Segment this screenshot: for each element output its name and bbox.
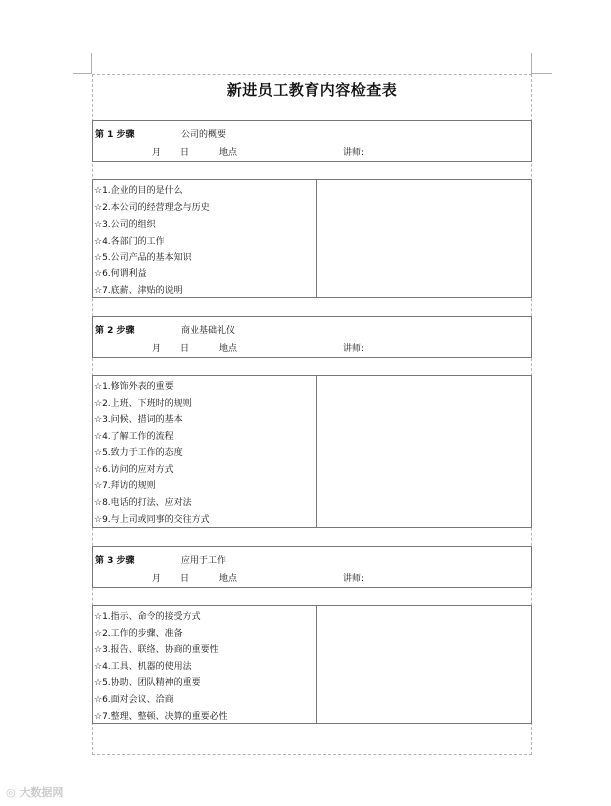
step-1-header [92,120,532,162]
page-title: 新进员工教育内容检查表 [226,81,398,99]
checklist-item: ☆2.上班、下班时的规则 [94,399,192,409]
crop-mark [531,53,532,74]
month-label: 月 [152,148,162,158]
lecturer-label: 讲师: [343,148,365,158]
lecturer-label: 讲师: [343,574,365,584]
step-3-header [92,546,532,588]
step-name: 应用于工作 [181,556,227,566]
checklist-item: ☆8.电话的打法、应对法 [94,498,192,508]
checklist-item: ☆9.与上司或同事的交往方式 [94,515,210,525]
checklist-item: ☆2.本公司的经营理念与历史 [94,203,210,213]
checklist-item: ☆5.致力于工作的态度 [94,448,183,458]
place-label: 地点 [219,148,238,158]
checklist-item: ☆6.何谓利益 [94,269,147,279]
day-label: 日 [180,148,190,158]
checklist-item: ☆4.工具、机器的使用法 [94,662,192,672]
step-2-header [92,316,532,358]
checklist-item: ☆5.公司产品的基本知识 [94,253,192,263]
checklist-item: ☆7.拜访的规则 [94,481,156,491]
checklist-item: ☆6.面对会议、洽商 [94,695,174,705]
crop-mark [532,73,552,74]
step-label: 第 3 步骤 [95,556,135,566]
checklist-item: ☆3.公司的组织 [94,220,156,230]
checklist-item: ☆2.工作的步骤、准备 [94,629,183,639]
step-label: 第 1 步骤 [95,130,135,140]
step-2-checklist [92,375,532,528]
checklist-item: ☆7.底薪、津贴的说明 [94,286,183,296]
step-3-checklist [92,605,532,724]
checklist-item: ☆6.访问的应对方式 [94,465,174,475]
step-1-checklist [92,179,532,298]
checklist-item: ☆4.了解工作的流程 [94,432,174,442]
checklist-items-column [93,376,317,527]
month-label: 月 [152,574,162,584]
crop-mark [91,53,92,74]
place-label: 地点 [219,344,238,354]
checklist-item: ☆4.各部门的工作 [94,237,165,247]
step-label: 第 2 步骤 [95,326,135,336]
watermark [6,784,63,800]
crop-mark [73,73,92,74]
place-label: 地点 [219,574,238,584]
day-label: 日 [180,344,190,354]
day-label: 日 [180,574,190,584]
checklist-item: ☆5.协助、团队精神的重要 [94,678,201,688]
checklist-item: ☆1.指示、命令的接受方式 [94,612,201,622]
checklist-item: ☆7.整理、整顿、决算的重要必性 [94,712,228,722]
checklist-items-column [93,606,317,723]
step-name: 公司的概要 [181,130,227,140]
lecturer-label: 讲师: [343,344,365,354]
watermark-logo-icon: ◎ [6,786,20,799]
month-label: 月 [152,344,162,354]
checklist-item: ☆1.企业的目的是什么 [94,186,183,196]
checklist-item: ☆1.修饰外表的重要 [94,382,174,392]
checklist-item: ☆3.问候、措词的基本 [94,415,183,425]
checklist-items-column [93,180,317,297]
step-name: 商业基础礼仪 [181,326,236,336]
checklist-item: ☆3.报告、联络、协商的重要性 [94,645,219,655]
watermark-text: 大数据网 [19,786,64,799]
